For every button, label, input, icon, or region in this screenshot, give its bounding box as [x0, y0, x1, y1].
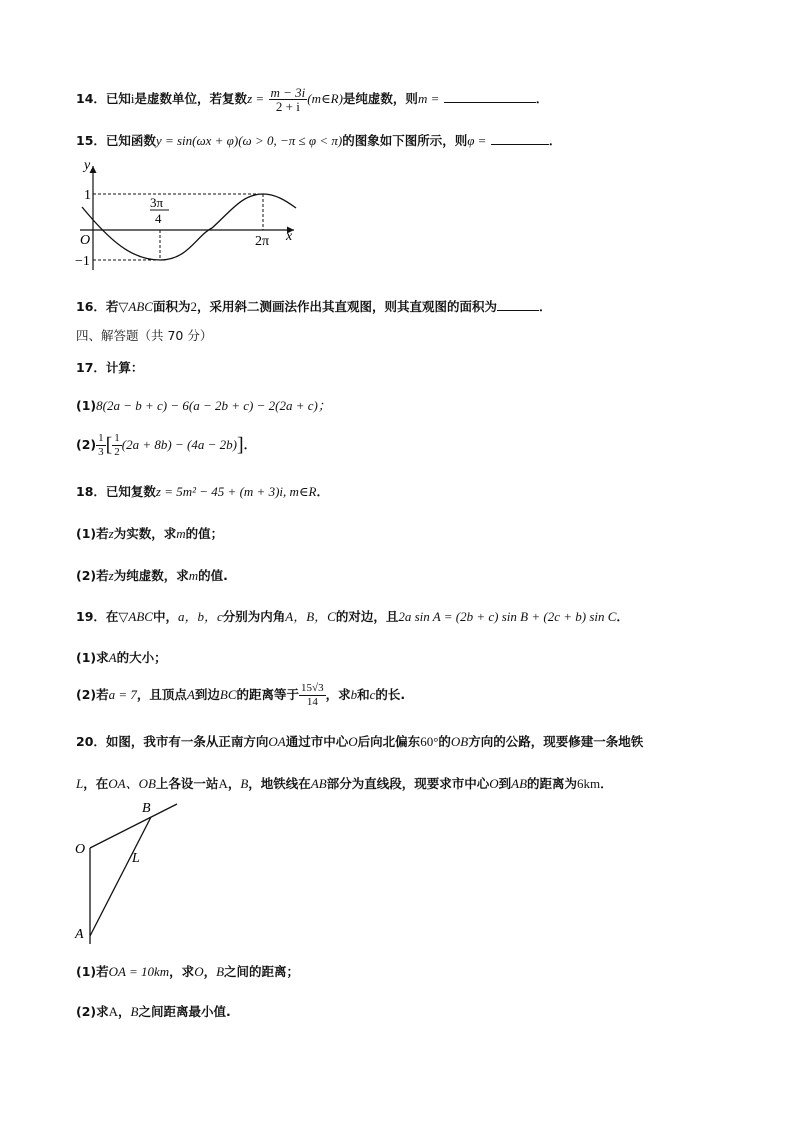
q20-text-6: ，在 — [83, 776, 109, 791]
q14-frac-den: 2 + i — [275, 99, 300, 114]
q17-part-2-outer-frac — [96, 432, 106, 459]
y-axis-label: y — [84, 158, 91, 173]
section-4-title: 四、解答题（共 70 分） — [76, 328, 213, 343]
q19-p2-a-eq: a = 7 — [108, 687, 137, 702]
road-OB — [90, 804, 177, 848]
q20-A1: A — [218, 776, 228, 791]
q15-function: y = sin(ωx + φ)(ω > 0, −π ≤ φ < π) — [155, 133, 343, 148]
q19-p1-text-a: 求 — [96, 650, 109, 665]
q19-p2-text-d: 的距离等于 — [236, 687, 300, 702]
y-tick-1: 1 — [84, 188, 91, 203]
label-A: A — [75, 927, 84, 942]
q20-text-1: 如图，我市有一条从正南方向 — [105, 734, 269, 749]
q19-triangle: ▽ABC — [118, 609, 153, 624]
q16-answer-blank[interactable] — [497, 298, 539, 311]
q18-p1-text-c: 的值； — [185, 526, 224, 541]
q20-p1-O: O — [194, 964, 204, 979]
q14-answer-blank[interactable] — [444, 90, 536, 103]
q18-p1-text-b: 为实数，求 — [113, 526, 177, 541]
question-19 — [76, 606, 629, 625]
q20-p2-B: B — [130, 1004, 139, 1019]
q20-p1-text-a: 若 — [96, 964, 109, 979]
q15-text-2: 的图象如下图所示，则 — [342, 133, 468, 148]
label-B: B — [142, 801, 151, 816]
q20-p2-text-b: ， — [118, 1004, 131, 1019]
q18-end: ． — [316, 484, 329, 499]
q18-number: 18． — [76, 484, 106, 499]
q18-p2-z: z — [108, 568, 114, 583]
origin-label: O — [80, 233, 91, 248]
q20-AB2: AB — [511, 776, 528, 791]
q20-text-2: 通过市中心 — [285, 734, 349, 749]
q19-equation: 2a sin A = (2b + c) sin B + (2c + b) sin C — [398, 609, 617, 624]
q20-OB: OB — [450, 734, 469, 749]
q17-number: 17． — [76, 360, 106, 375]
q16-area-value: 2 — [190, 299, 197, 314]
q19-text-2: 中， — [152, 609, 178, 624]
question-20 — [76, 732, 643, 750]
q14-fraction — [269, 86, 308, 113]
q20-part-1 — [76, 962, 299, 980]
q14-text-1: 已知 — [105, 91, 131, 106]
q17-part-1 — [76, 395, 331, 414]
q20-number: 20． — [76, 734, 106, 749]
q20-text-3: 后向北偏东 — [357, 734, 421, 749]
question-18 — [76, 482, 329, 500]
q16-text-3: ，采用斜二测画法作出其直观图，则其直观图的面积为 — [197, 299, 498, 314]
q19-p2-text-g: 的长. — [375, 687, 406, 702]
q17-part-2-end: ． — [243, 437, 257, 452]
q19-p2-text-a: 若 — [96, 687, 109, 702]
q14-answer-lhs: m = — [417, 91, 440, 106]
subway-figure — [70, 798, 200, 946]
x-tick-2pi: 2π — [255, 234, 270, 249]
q20-OA: OA — [268, 734, 286, 749]
q18-p2-text-b: 为纯虚数，求 — [113, 568, 189, 583]
q20-text-8: ， — [227, 776, 241, 791]
q18-p2-m: m — [188, 568, 199, 583]
label-O: O — [75, 842, 86, 857]
x-tick-3pi4-den: 4 — [155, 211, 162, 226]
q17-part-2-label: (2) — [76, 437, 97, 452]
q20-L: L — [76, 776, 84, 791]
q20-p1-eq: OA = 10km — [108, 964, 170, 979]
question-16 — [76, 297, 552, 315]
sine-curve — [82, 194, 296, 260]
q19-text-1: 在 — [105, 609, 119, 624]
q20-distance: 6km — [577, 776, 601, 791]
q20-line-2 — [76, 773, 613, 792]
q18-p2-text-a: 若 — [96, 568, 109, 583]
q14-z-lhs: z = — [247, 91, 265, 106]
question-17 — [76, 358, 143, 376]
q20-p1-text-b: ，求 — [169, 964, 195, 979]
question-15 — [76, 131, 561, 149]
q15-answer-blank[interactable] — [491, 132, 549, 145]
q20-part-2-label: (2) — [76, 1004, 97, 1019]
q16-text-1: 若 — [105, 299, 119, 314]
q20-O: O — [348, 734, 358, 749]
x-axis-label: x — [286, 229, 293, 244]
q20-text-4: 的 — [438, 734, 451, 749]
q18-p1-z: z — [108, 526, 114, 541]
q19-p2-A: A — [186, 687, 195, 702]
subway-line-L — [90, 817, 151, 936]
q14-number: 14． — [76, 91, 106, 106]
q14-i-symbol: i — [130, 91, 135, 106]
q20-text-12: 的距离为 — [527, 776, 578, 791]
sine-graph — [70, 156, 310, 274]
q14-text-3: 是纯虚数，则 — [342, 91, 418, 106]
q16-text-2: 面积为 — [152, 299, 191, 314]
q20-AB: AB — [310, 776, 327, 791]
q19-p1-A: A — [108, 650, 117, 665]
q20-OA-OB: OA、OB — [108, 776, 156, 791]
q19-p2-c: c — [369, 687, 376, 702]
q14-condition: (m∈R) — [307, 91, 343, 106]
q17-outer-den: 3 — [98, 446, 104, 458]
q18-part-2-label: (2) — [76, 568, 97, 583]
q20-O2: O — [489, 776, 499, 791]
x-tick-3pi4-num: 3π — [150, 195, 164, 210]
q18-expression: z = 5m² − 45 + (m + 3)i, m∈R — [155, 484, 317, 499]
q15-end: ． — [548, 133, 562, 148]
q19-sides: a，b，c — [178, 609, 223, 624]
q17-inner-num: 1 — [114, 432, 120, 444]
q17-part-1-label: (1) — [76, 398, 97, 413]
q20-text-7: 上各设一站 — [155, 776, 219, 791]
q14-text-2: 是虚数单位，若复数 — [134, 91, 248, 106]
q18-p1-m: m — [176, 526, 186, 541]
y-tick-minus-1: −1 — [75, 254, 90, 269]
q20-p2-text-c: 之间距离最小值. — [138, 1004, 231, 1019]
q14-frac-num: m − 3i — [270, 85, 306, 100]
q18-part-1-label: (1) — [76, 526, 97, 541]
q17-left-bracket: [ — [105, 434, 113, 456]
q17-title: 计算： — [105, 360, 144, 375]
q17-part-2-expr: (2a + 8b) − (4a − 2b) — [121, 437, 237, 452]
q19-text-4: 的对边，且 — [335, 609, 399, 624]
q19-part-2-label: (2) — [76, 687, 97, 702]
q19-part-1-label: (1) — [76, 650, 97, 665]
q18-part-2 — [76, 566, 228, 584]
q17-part-2 — [76, 432, 256, 459]
q20-p2-A: A — [108, 1004, 119, 1019]
question-14 — [76, 86, 548, 113]
q18-p1-text-a: 若 — [96, 526, 109, 541]
q19-p1-text-b: 的大小； — [116, 650, 167, 665]
q16-number: 16． — [76, 299, 106, 314]
q19-p2-b: b — [350, 687, 358, 702]
q19-p2-frac-den: 14 — [306, 696, 318, 708]
q20-text-11: 到 — [498, 776, 512, 791]
q18-part-1 — [76, 524, 223, 542]
q19-angles: A，B，C — [285, 609, 336, 624]
q17-inner-den: 2 — [114, 446, 120, 458]
q17-part-2-inner-frac — [112, 432, 122, 459]
q19-p2-BC: BC — [219, 687, 237, 702]
q19-p2-fraction — [299, 682, 326, 709]
q20-p1-text-d: 之间的距离； — [224, 964, 300, 979]
q16-end: ． — [539, 299, 552, 314]
q18-text-1: 已知复数 — [105, 484, 156, 499]
q19-p2-text-e: ，求 — [325, 687, 351, 702]
q19-text-3: 分别为内角 — [222, 609, 286, 624]
q18-p2-text-c: 的值. — [198, 568, 228, 583]
q20-text-9: ，地铁线在 — [248, 776, 311, 791]
q20-B1: B — [240, 776, 249, 791]
q15-number: 15． — [76, 133, 106, 148]
q19-part-2 — [76, 682, 405, 709]
q20-p1-B: B — [216, 964, 225, 979]
q20-part-1-label: (1) — [76, 964, 97, 979]
q17-right-bracket: ] — [236, 434, 244, 456]
q20-end: ． — [600, 776, 613, 791]
q20-text-5: 方向的公路，现要修建一条地铁 — [468, 734, 644, 749]
q20-part-2 — [76, 1002, 231, 1020]
q20-p2-text-a: 求 — [96, 1004, 109, 1019]
q20-text-10: 部分为直线段，现要求市中心 — [326, 776, 490, 791]
q19-end: ． — [616, 609, 629, 624]
q19-p2-text-f: 和 — [357, 687, 370, 702]
q14-end: ． — [535, 91, 549, 106]
q17-part-1-expr: 8(2a − b + c) − 6(a − 2b + c) − 2(2a + c)； — [96, 398, 331, 413]
q19-p2-text-b: ，且顶点 — [136, 687, 187, 702]
q19-p2-frac-num: 15√3 — [301, 682, 324, 694]
q15-answer-lhs: φ = — [467, 133, 487, 148]
q19-p2-text-c: 到边 — [194, 687, 220, 702]
q19-number: 19． — [76, 609, 106, 624]
q17-outer-num: 1 — [98, 432, 104, 444]
q20-degrees: 60° — [420, 734, 439, 749]
q15-text-1: 已知函数 — [105, 133, 156, 148]
label-L: L — [132, 851, 140, 866]
q19-part-1 — [76, 648, 167, 666]
q16-triangle: ▽ABC — [118, 299, 153, 314]
q20-p1-text-c: ， — [203, 964, 217, 979]
